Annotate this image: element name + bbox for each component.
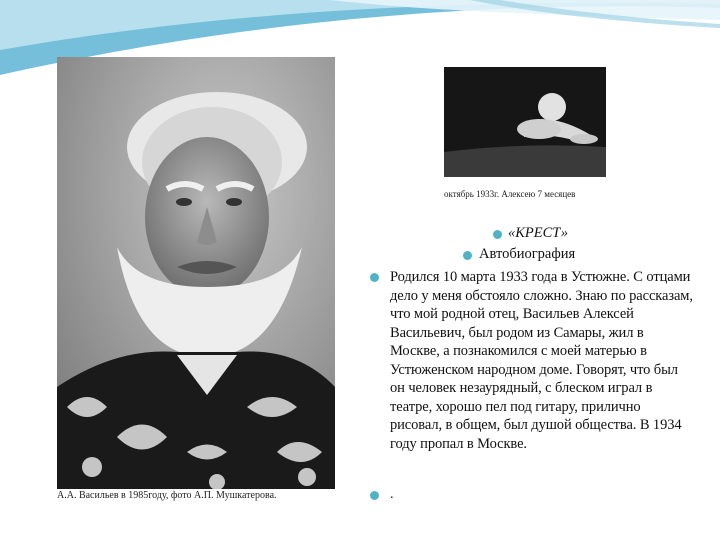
baby-caption: октябрь 1933г. Алексею 7 месяцев — [444, 189, 576, 199]
bullet-icon — [370, 491, 379, 500]
bullet-icon — [493, 230, 502, 239]
bullet-icon — [463, 251, 472, 260]
empty-item: . — [390, 487, 394, 502]
item-subtitle: Автобиография — [479, 246, 576, 262]
portrait-caption: А.А. Васильев в 1985году, фото А.П. Мушкатерова. — [57, 490, 277, 501]
portrait-photo — [57, 57, 335, 489]
biography-paragraph: Родился 10 марта 1933 года в Устюжне. С отцами дело у меня обстояло сложно. Знаю по рассказам, что мой родной отец, Васильев Алексей Васильевич, был родом из Самары, жил в Москве, а познакомился с моей матерью в Устюженском народном доме. Говорят, что был он человек незаурядный, с блеском играл в театре, хорошо пел под гитару, прилично рисовал, в общем, был душой общества. В 1934 году пропал в Москве. — [390, 269, 693, 452]
bullet-icon — [370, 273, 379, 282]
baby-photo — [444, 67, 606, 177]
item-title: «КРЕСТ» — [508, 225, 568, 241]
